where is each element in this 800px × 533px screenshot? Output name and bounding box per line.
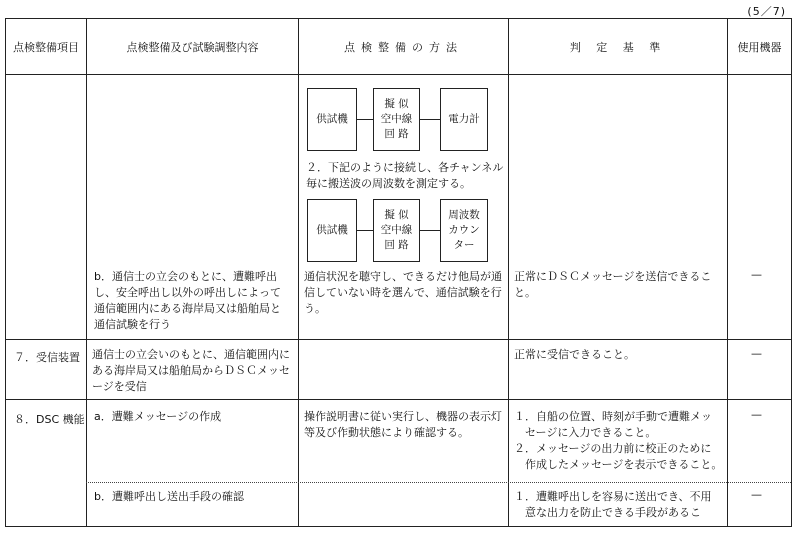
step2-line: ２．下記のように接続し、各チャンネル: [306, 161, 504, 174]
row-7-equipment: —: [751, 347, 762, 360]
row-b-method-line: 信していない時を選んで、通信試験を行: [304, 286, 502, 299]
row-8a-criteria-line: ２．メッセージの出力前に校正のために: [514, 442, 712, 455]
diagram2-antenna-line: 空中線: [380, 224, 413, 236]
diagram1-meter-box: [440, 88, 488, 151]
row-b-content-line: し、安全呼出し以外の呼出しによって: [94, 286, 281, 299]
diagram2-counter-line: カウン: [448, 224, 480, 236]
diagram1-antenna-line: 空中線: [380, 113, 413, 125]
row-b-criteria-line: 正常にＤＳＣメッセージを送信できるこ: [514, 270, 712, 283]
diagram2-device-label: 供試機: [316, 224, 348, 236]
diagram1-antenna-line: 回 路: [384, 128, 409, 140]
diagram2-device-box: [307, 199, 357, 262]
row-b-equipment: —: [751, 268, 762, 281]
header-equipment: 使用機器: [737, 40, 782, 54]
column-divider: [298, 19, 299, 526]
column-divider: [508, 19, 509, 526]
row-b-criteria: [514, 269, 711, 301]
header-item: 点検整備項目: [13, 40, 79, 54]
inspection-table: [5, 18, 792, 527]
step2-text: [306, 160, 503, 192]
row-8a-criteria: [514, 409, 722, 473]
diagram1-device-label: 供試機: [316, 113, 348, 125]
row-b-content: [94, 269, 281, 333]
row-8-method-line: 等及び作動状態により確認する。: [304, 426, 469, 439]
header-criteria: 判 定 基 準: [569, 40, 667, 54]
row-8-method-line: 操作説明書に従い実行し、機器の表示灯: [304, 410, 502, 423]
row-divider: [6, 399, 791, 400]
diagram2-connector: [420, 230, 440, 231]
diagram1-connector: [357, 119, 373, 120]
step2-line: 毎に搬送波の周波数を測定する。: [306, 177, 471, 190]
row-b-content-line: b．通信士の立会のもとに、遭難呼出: [94, 270, 277, 283]
row-b-content-line: 通信試験を行う: [94, 318, 171, 331]
row-7-item: ７．受信装置: [14, 351, 80, 364]
column-divider: [86, 19, 87, 526]
subrow-divider: [86, 482, 791, 483]
row-7-content-line: ージを受信: [92, 380, 147, 393]
diagram2-antenna-line: 擬 似: [384, 209, 409, 221]
row-8-method: [304, 409, 502, 441]
diagram1-antenna-box: [373, 88, 420, 151]
row-7-content: [92, 347, 290, 395]
row-b-method: [304, 269, 502, 317]
row-b-content-line: 通信範囲内にある海岸局又は船舶局と: [94, 302, 281, 315]
diagram2-counter-line: 周波数: [448, 209, 480, 221]
diagram1-meter-label: 電力計: [448, 113, 480, 125]
diagram2-antenna-line: 回 路: [384, 239, 409, 251]
header-method: 点検整備の方法: [344, 40, 463, 54]
row-divider: [6, 339, 791, 340]
diagram1-antenna-line: 擬 似: [384, 98, 409, 110]
row-b-method-line: う。: [304, 302, 326, 315]
diagram2-connector: [357, 230, 373, 231]
row-8a-equipment: —: [751, 408, 762, 421]
row-8-item: ８．DSC 機能: [14, 413, 85, 426]
diagram2-counter-line: ター: [453, 239, 475, 251]
row-8a-criteria-line: セージに入力できること。: [514, 426, 657, 439]
row-b-criteria-line: と。: [514, 286, 536, 299]
row-8a-criteria-line: １．自船の位置、時刻が手動で遭難メッ: [514, 410, 712, 423]
diagram1-connector: [420, 119, 440, 120]
page-number: (5／7): [747, 5, 786, 18]
row-8b-equipment: —: [751, 488, 762, 501]
row-b-method-line: 通信状況を聴守し、できるだけ他局が通: [304, 270, 502, 283]
diagram2-counter-box: [440, 199, 488, 262]
row-8a-content: a．遭難メッセージの作成: [94, 410, 222, 423]
row-8b-criteria-line: １．遭難呼出しを容易に送出でき、不用: [514, 490, 712, 503]
row-8a-criteria-line: 作成したメッセージを表示できること。: [514, 458, 723, 471]
diagram2-antenna-box: [373, 199, 420, 262]
row-7-content-line: 通信士の立会いのもとに、通信範囲内に: [92, 348, 290, 361]
header-content: 点検整備及び試験調整内容: [126, 40, 259, 54]
row-8b-criteria: [514, 489, 712, 521]
row-7-content-line: ある海岸局又は船舶局からＤＳＣメッセ: [92, 364, 290, 377]
column-divider: [727, 19, 728, 526]
header-divider: [6, 74, 791, 75]
diagram1-device-box: [307, 88, 357, 151]
row-8b-criteria-line: 意な出力を防止できる手段があるこ: [514, 506, 701, 519]
row-8b-content: b．遭難呼出し送出手段の確認: [94, 490, 244, 503]
row-7-criteria: 正常に受信できること。: [514, 348, 635, 361]
